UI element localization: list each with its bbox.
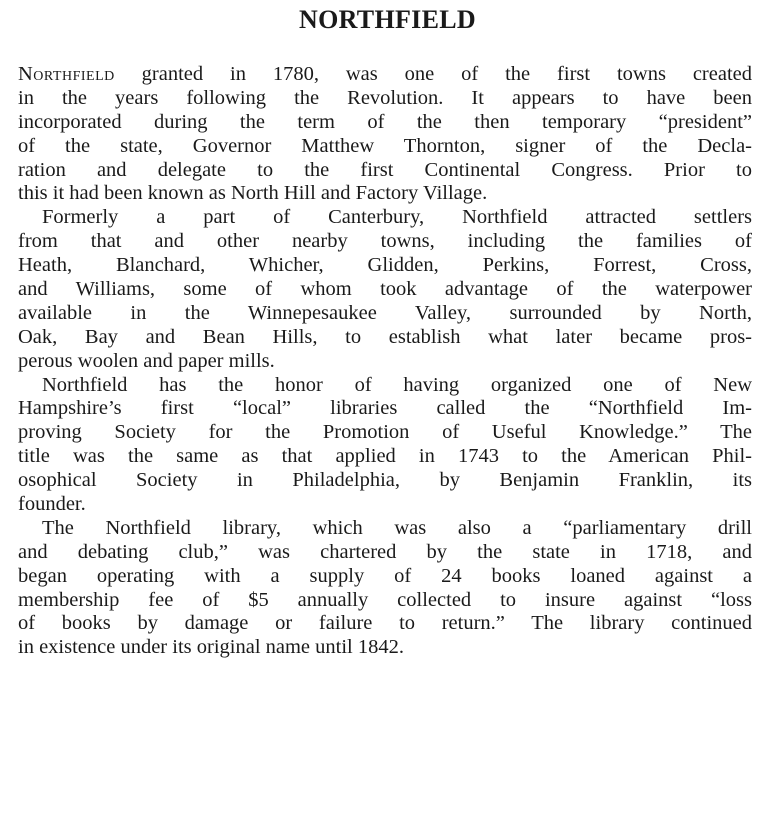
text-line: and debating club,” was chartered by the state in 1718, and (18, 540, 752, 563)
text-line: and Williams, some of whom took advantage of the waterpower (18, 278, 752, 301)
article-body (18, 63, 752, 660)
text-line: this it had been known as North Hill and Factory Village. (18, 182, 488, 205)
text-line: title was the same as that applied in 1743 to the American Phil- (18, 445, 752, 468)
text-line: Oak, Bay and Bean Hills, to establish what later became pros- (18, 325, 752, 348)
text-line: available in the Winnepesaukee Valley, surrounded by North, (18, 301, 752, 324)
page-title: NORTHFIELD (299, 5, 476, 34)
lead-word: Northfield (18, 63, 115, 85)
text-line: of books by damage or failure to return.” The library continued (18, 612, 752, 635)
text-line: proving Society for the Promotion of Useful Knowledge.” The (18, 421, 752, 444)
text-line-content: granted in 1780, was one of the first towns created (114, 63, 752, 85)
text-line: The Northfield library, which was also a “parliamentary drill (42, 516, 752, 539)
text-line: osophical Society in Philadelphia, by Benjamin Franklin, its (18, 469, 752, 492)
text-line: perous woolen and paper mills. (18, 349, 275, 372)
text-line: in the years following the Revolution. It appears to have been (18, 86, 752, 109)
text-line: Formerly a part of Canterbury, Northfield attracted settlers (42, 206, 752, 229)
text-line: in existence under its original name until 1842. (18, 636, 404, 659)
text-line: of the state, Governor Matthew Thornton, signer of the Decla- (18, 134, 752, 157)
text-line: from that and other nearby towns, including the families of (18, 230, 752, 253)
text-line: membership fee of $5 annually collected to insure against “loss (18, 588, 752, 611)
text-line: ration and delegate to the first Continental Congress. Prior to (18, 158, 752, 181)
text-line: incorporated during the term of the then temporary “president” (18, 110, 752, 133)
text-line: began operating with a supply of 24 books loaned against a (18, 564, 752, 587)
text-line: Hampshire’s first “local” libraries called the “Northfield Im- (18, 397, 752, 420)
paragraph-4 (18, 517, 752, 660)
text-line (18, 63, 752, 87)
paragraph-1 (18, 63, 752, 206)
text-line: Northfield has the honor of having organized one of New (42, 373, 752, 396)
paragraph-3 (18, 374, 752, 517)
text-line: founder. (18, 493, 86, 516)
paragraph-2 (18, 206, 752, 373)
text-line: Heath, Blanchard, Whicher, Glidden, Perkins, Forrest, Cross, (18, 254, 752, 277)
